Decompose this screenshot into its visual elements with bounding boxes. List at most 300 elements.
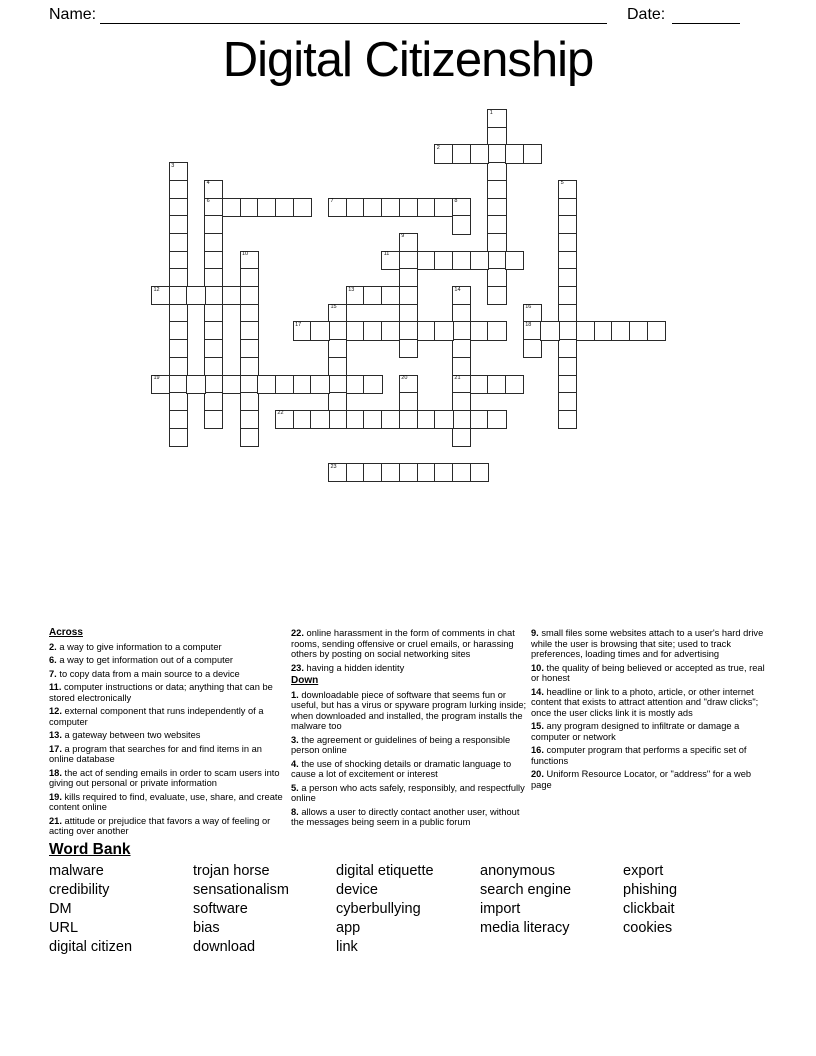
- clue-item: [531, 663, 769, 684]
- cell-number: 10: [242, 251, 249, 258]
- cell-number: 21: [454, 375, 461, 381]
- crossword-cell[interactable]: [346, 321, 365, 340]
- crossword-cell[interactable]: [452, 304, 471, 323]
- crossword-cell[interactable]: [647, 321, 666, 340]
- crossword-cell[interactable]: [240, 198, 259, 217]
- crossword-cell[interactable]: [399, 375, 418, 394]
- clue-item: [291, 690, 529, 732]
- crossword-cell[interactable]: [487, 215, 506, 234]
- word-bank-item: credibility: [49, 882, 110, 898]
- clue-item: [49, 642, 287, 653]
- crossword-cell[interactable]: [240, 357, 259, 376]
- clue-text: a gateway between two websites: [64, 730, 201, 740]
- crossword-cell[interactable]: [204, 180, 223, 199]
- crossword-cell[interactable]: [434, 251, 453, 270]
- crossword-cell[interactable]: [204, 233, 223, 252]
- crossword-cell[interactable]: [452, 375, 471, 394]
- cell-number: 18: [525, 321, 532, 328]
- clue-number: 10.: [531, 662, 544, 673]
- page-title: Digital Citizenship: [222, 33, 594, 87]
- crossword-cell[interactable]: [293, 410, 312, 429]
- clue-text: external component that runs independently of a computer: [49, 706, 264, 727]
- crossword-cell[interactable]: [470, 321, 489, 340]
- clue-item: [49, 682, 287, 703]
- crossword-cell[interactable]: [558, 375, 577, 394]
- crossword-cell[interactable]: [169, 357, 188, 376]
- crossword-cell[interactable]: [346, 198, 365, 217]
- clue-list-header: Across: [49, 627, 83, 638]
- crossword-cell[interactable]: [417, 463, 436, 482]
- clue-number: 15.: [531, 721, 544, 731]
- word-bank-item: app: [336, 920, 361, 936]
- crossword-cell[interactable]: [293, 198, 312, 217]
- crossword-cell[interactable]: [310, 410, 329, 429]
- clue-text: Uniform Resource Locator, or "address" for a web page: [531, 769, 752, 790]
- word-bank-item: DM: [49, 901, 72, 917]
- cell-number: 7: [330, 198, 334, 204]
- crossword-cell[interactable]: [240, 321, 259, 340]
- crossword-cell[interactable]: [399, 268, 418, 287]
- crossword-cell[interactable]: [487, 162, 506, 181]
- crossword-cell[interactable]: [381, 251, 400, 270]
- crossword-cell[interactable]: [346, 286, 365, 305]
- clue-item: [49, 744, 287, 765]
- clue-column: [291, 628, 529, 831]
- clue-number: 16.: [531, 745, 544, 755]
- word-bank-header: Word Bank: [49, 841, 131, 858]
- crossword-cell[interactable]: [558, 357, 577, 376]
- clue-text: the agreement or guidelines of being a responsible person online: [291, 734, 511, 755]
- crossword-cell[interactable]: [434, 321, 453, 340]
- word-bank-item: media literacy: [480, 920, 570, 936]
- crossword-cell[interactable]: [169, 198, 188, 217]
- word-bank-item: sensationalism: [193, 882, 289, 898]
- crossword-cell[interactable]: [399, 233, 418, 252]
- word-bank-item: phishing: [623, 882, 678, 898]
- crossword-cell[interactable]: [558, 286, 577, 305]
- clue-number: 7.: [49, 668, 57, 679]
- crossword-cell[interactable]: [452, 339, 471, 358]
- crossword-cell[interactable]: [452, 463, 471, 482]
- clue-item: [291, 735, 529, 756]
- clue-item: [49, 655, 287, 666]
- crossword-cell[interactable]: [363, 375, 382, 394]
- crossword-grid: [151, 109, 666, 483]
- cell-number: 13: [348, 286, 355, 293]
- word-bank-item: clickbait: [623, 901, 675, 917]
- crossword-cell[interactable]: [169, 304, 188, 323]
- clue-text: to copy data from a main source to a device: [59, 668, 240, 679]
- clue-item: [49, 730, 287, 741]
- word-bank-item: cyberbullying: [336, 901, 421, 917]
- cell-number: 8: [454, 198, 458, 204]
- crossword-cell[interactable]: [470, 410, 489, 429]
- word-bank-item: malware: [49, 863, 104, 879]
- date-label: Date:: [627, 6, 666, 23]
- crossword-cell[interactable]: [399, 198, 418, 217]
- crossword-cell[interactable]: [381, 286, 400, 305]
- crossword-cell[interactable]: [558, 410, 577, 429]
- crossword-cell[interactable]: [452, 392, 471, 411]
- cell-number: 4: [206, 180, 210, 187]
- crossword-cell[interactable]: [487, 127, 506, 146]
- cell-number: 23: [330, 463, 337, 470]
- clue-text: a way to get information out of a computer: [59, 655, 233, 665]
- crossword-cell[interactable]: [169, 339, 188, 358]
- crossword-cell[interactable]: [363, 286, 382, 305]
- crossword-cell[interactable]: [434, 144, 453, 163]
- crossword-cell[interactable]: [169, 286, 188, 305]
- cell-number: 12: [153, 286, 160, 293]
- crossword-cell[interactable]: [487, 321, 506, 340]
- clue-text: downloadable piece of software that seems fun or useful, but has a virus or spyware program lurking inside; when downloaded and installed, the program installs the malware too: [291, 689, 527, 731]
- crossword-cell[interactable]: [452, 286, 471, 305]
- crossword-cell[interactable]: [186, 286, 205, 305]
- crossword-cell[interactable]: [381, 321, 400, 340]
- crossword-cell[interactable]: [576, 321, 595, 340]
- word-bank-column: [623, 862, 677, 938]
- crossword-cell[interactable]: [293, 321, 312, 340]
- clue-text: the use of shocking details or dramatic language to cause a lot of excitement or interest: [291, 758, 512, 779]
- cell-number: 14: [454, 286, 461, 293]
- crossword-cell[interactable]: [505, 375, 524, 394]
- word-bank-item: device: [336, 882, 378, 898]
- date-blank-line[interactable]: [672, 23, 740, 24]
- crossword-cell[interactable]: [558, 321, 577, 340]
- cell-number: 16: [525, 304, 532, 311]
- crossword-cell[interactable]: [558, 339, 577, 358]
- crossword-cell[interactable]: [417, 251, 436, 270]
- crossword-cell[interactable]: [487, 233, 506, 252]
- crossword-cell[interactable]: [487, 251, 506, 270]
- crossword-cell[interactable]: [204, 198, 223, 217]
- crossword-cell[interactable]: [169, 215, 188, 234]
- crossword-cell[interactable]: [328, 410, 347, 429]
- clue-number: 18.: [49, 767, 62, 778]
- crossword-cell[interactable]: [257, 375, 276, 394]
- clue-number: 19.: [49, 791, 62, 802]
- crossword-cell[interactable]: [470, 375, 489, 394]
- clue-number: 20.: [531, 769, 544, 779]
- word-bank-column: [193, 862, 289, 957]
- clue-text: kills required to find, evaluate, use, share, and create content online: [49, 791, 283, 812]
- crossword-cell[interactable]: [399, 339, 418, 358]
- crossword-cell[interactable]: [169, 321, 188, 340]
- crossword-cell[interactable]: [204, 286, 223, 305]
- crossword-cell[interactable]: [328, 198, 347, 217]
- crossword-cell[interactable]: [293, 375, 312, 394]
- crossword-cell[interactable]: [328, 463, 347, 482]
- word-bank-item: digital etiquette: [336, 863, 434, 879]
- word-bank-item: link: [336, 939, 358, 955]
- crossword-cell[interactable]: [470, 251, 489, 270]
- crossword-cell[interactable]: [523, 144, 542, 163]
- clue-item: [291, 628, 529, 660]
- clue-text: small files some websites attach to a user's hard drive while the user is browsing that site; used to track preferences, loading times and for advertising: [531, 628, 764, 659]
- clue-number: 17.: [49, 743, 62, 754]
- crossword-cell[interactable]: [346, 463, 365, 482]
- crossword-cell[interactable]: [487, 268, 506, 287]
- crossword-cell[interactable]: [240, 428, 259, 447]
- crossword-cell[interactable]: [186, 375, 205, 394]
- crossword-cell[interactable]: [381, 198, 400, 217]
- word-bank-item: import: [480, 901, 521, 917]
- crossword-cell[interactable]: [558, 198, 577, 217]
- crossword-cell[interactable]: [169, 180, 188, 199]
- crossword-cell[interactable]: [434, 198, 453, 217]
- cell-number: 20: [401, 375, 408, 381]
- clue-item: [291, 663, 529, 674]
- crossword-cell[interactable]: [487, 286, 506, 305]
- crossword-cell[interactable]: [558, 392, 577, 411]
- crossword-cell[interactable]: [611, 321, 630, 340]
- crossword-cell[interactable]: [169, 233, 188, 252]
- crossword-cell[interactable]: [275, 198, 294, 217]
- crossword-cell[interactable]: [169, 392, 188, 411]
- crossword-cell[interactable]: [381, 463, 400, 482]
- crossword-cell[interactable]: [399, 321, 418, 340]
- clue-number: 8.: [291, 806, 299, 817]
- crossword-cell[interactable]: [240, 286, 259, 305]
- word-bank-column: [480, 862, 571, 938]
- cell-number: 15: [330, 304, 337, 311]
- crossword-cell[interactable]: [399, 392, 418, 411]
- crossword-cell[interactable]: [558, 251, 577, 270]
- crossword-cell[interactable]: [169, 162, 188, 181]
- crossword-cell[interactable]: [452, 198, 471, 217]
- clue-text: attitude or prejudice that favors a way of feeling or acting over another: [49, 815, 271, 836]
- crossword-cell[interactable]: [328, 339, 347, 358]
- crossword-cell[interactable]: [505, 144, 524, 163]
- clue-item: [291, 807, 529, 828]
- clue-number: 4.: [291, 758, 299, 769]
- crossword-cell[interactable]: [558, 215, 577, 234]
- crossword-cell[interactable]: [310, 321, 329, 340]
- crossword-cell[interactable]: [204, 392, 223, 411]
- crossword-cell[interactable]: [470, 463, 489, 482]
- clue-item: [291, 759, 529, 780]
- crossword-cell[interactable]: [275, 375, 294, 394]
- clue-text: any program designed to infiltrate or damage a computer or network: [531, 721, 740, 742]
- crossword-cell[interactable]: [204, 251, 223, 270]
- crossword-cell[interactable]: [399, 463, 418, 482]
- crossword-cell[interactable]: [363, 321, 382, 340]
- word-bank-item: URL: [49, 920, 79, 936]
- crossword-cell[interactable]: [434, 410, 453, 429]
- crossword-cell[interactable]: [452, 215, 471, 234]
- crossword-cell[interactable]: [523, 339, 542, 358]
- crossword-cell[interactable]: [452, 357, 471, 376]
- clue-text: the act of sending emails in order to scam users into giving out personal or private information: [49, 767, 280, 788]
- clue-item: [531, 721, 769, 742]
- crossword-cell[interactable]: [399, 286, 418, 305]
- crossword-cell[interactable]: [487, 144, 506, 163]
- crossword-cell[interactable]: [363, 463, 382, 482]
- crossword-cell[interactable]: [240, 410, 259, 429]
- word-bank-item: digital citizen: [49, 939, 133, 955]
- clue-number: 22.: [291, 628, 304, 638]
- crossword-cell[interactable]: [169, 410, 188, 429]
- crossword-cell[interactable]: [399, 304, 418, 323]
- cell-number: 3: [171, 162, 175, 169]
- clue-number: 2.: [49, 641, 57, 652]
- crossword-cell[interactable]: [204, 304, 223, 323]
- crossword-cell[interactable]: [558, 268, 577, 287]
- crossword-cell[interactable]: [346, 410, 365, 429]
- crossword-cell[interactable]: [169, 251, 188, 270]
- crossword-cell[interactable]: [204, 410, 223, 429]
- crossword-cell[interactable]: [417, 198, 436, 217]
- crossword-cell[interactable]: [204, 357, 223, 376]
- clue-number: 5.: [291, 782, 299, 793]
- clue-number: 6.: [49, 655, 57, 665]
- crossword-cell[interactable]: [169, 375, 188, 394]
- crossword-cell[interactable]: [151, 286, 170, 305]
- word-bank-item: software: [193, 901, 248, 917]
- crossword-cell[interactable]: [257, 198, 276, 217]
- clue-number: 23.: [291, 662, 304, 673]
- crossword-cell[interactable]: [487, 410, 506, 429]
- clue-list-header: Down: [291, 675, 319, 686]
- crossword-cell[interactable]: [204, 339, 223, 358]
- crossword-cell[interactable]: [240, 251, 259, 270]
- crossword-cell[interactable]: [505, 251, 524, 270]
- crossword-cell[interactable]: [328, 375, 347, 394]
- crossword-cell[interactable]: [434, 463, 453, 482]
- clue-number: 3.: [291, 734, 299, 745]
- crossword-cell[interactable]: [452, 251, 471, 270]
- crossword-cell[interactable]: [328, 304, 347, 323]
- clue-column: [531, 628, 769, 793]
- clue-item: [531, 687, 769, 719]
- word-bank-item: export: [623, 863, 664, 879]
- crossword-cell[interactable]: [169, 428, 188, 447]
- clue-item: [49, 706, 287, 727]
- crossword-cell[interactable]: [558, 233, 577, 252]
- crossword-cell[interactable]: [452, 144, 471, 163]
- clue-number: 21.: [49, 815, 62, 826]
- cell-number: 2: [436, 144, 440, 151]
- word-bank-item: trojan horse: [193, 863, 270, 879]
- clue-text: a person who acts safely, responsibly, and respectfully online: [291, 782, 525, 803]
- crossword-cell[interactable]: [363, 410, 382, 429]
- word-bank-item: anonymous: [480, 863, 555, 879]
- cell-number: 22: [277, 410, 284, 417]
- cell-number: 1: [489, 109, 493, 116]
- clue-item: [49, 768, 287, 789]
- crossword-cell[interactable]: [222, 198, 241, 217]
- crossword-cell[interactable]: [204, 375, 223, 394]
- crossword-cell[interactable]: [240, 339, 259, 358]
- crossword-cell[interactable]: [452, 321, 471, 340]
- clue-item: [49, 669, 287, 680]
- clue-number: 14.: [531, 686, 544, 697]
- clue-number: 12.: [49, 706, 62, 716]
- clue-column: [49, 628, 287, 840]
- crossword-cell[interactable]: [169, 268, 188, 287]
- clue-text: allows a user to directly contact another user, without the messages being seem in a public forum: [291, 806, 520, 827]
- crossword-cell[interactable]: [275, 410, 294, 429]
- crossword-cell[interactable]: [381, 410, 400, 429]
- crossword-cell[interactable]: [328, 392, 347, 411]
- name-blank-line[interactable]: [100, 23, 607, 24]
- clue-text: online harassment in the form of comments in chat rooms, sending offensive or cruel emails, or harassing others by posting on social networking sites: [291, 628, 515, 659]
- word-bank-item: bias: [193, 920, 220, 936]
- crossword-cell[interactable]: [558, 304, 577, 323]
- crossword-cell[interactable]: [399, 251, 418, 270]
- clue-item: [49, 792, 287, 813]
- clue-item: [531, 628, 769, 660]
- crossword-cell[interactable]: [240, 304, 259, 323]
- crossword-cell[interactable]: [470, 144, 489, 163]
- crossword-cell[interactable]: [346, 375, 365, 394]
- crossword-cell[interactable]: [629, 321, 648, 340]
- crossword-cell[interactable]: [487, 109, 506, 128]
- clue-text: headline or link to a photo, article, or other internet content that exists to attract attention and "draw clicks"; once the user clicks link it is mostly ads: [531, 686, 759, 718]
- word-bank-column: [336, 862, 434, 957]
- crossword-cell[interactable]: [310, 375, 329, 394]
- clue-item: [49, 816, 287, 837]
- word-bank-item: download: [193, 939, 256, 955]
- word-bank-item: cookies: [623, 920, 673, 936]
- crossword-cell[interactable]: [222, 286, 241, 305]
- crossword-cell[interactable]: [204, 268, 223, 287]
- crossword-cell[interactable]: [240, 392, 259, 411]
- cell-number: 17: [295, 321, 302, 328]
- cell-number: 19: [153, 375, 160, 381]
- crossword-cell[interactable]: [540, 321, 559, 340]
- cell-number: 6: [206, 198, 210, 204]
- crossword-cell[interactable]: [328, 321, 347, 340]
- crossword-cell[interactable]: [328, 357, 347, 376]
- crossword-cell[interactable]: [204, 215, 223, 234]
- word-bank-column: [49, 862, 132, 957]
- crossword-cell[interactable]: [523, 321, 542, 340]
- crossword-cell[interactable]: [558, 180, 577, 199]
- crossword-cell[interactable]: [399, 410, 418, 429]
- crossword-cell[interactable]: [222, 375, 241, 394]
- word-bank-item: search engine: [480, 882, 572, 898]
- crossword-cell[interactable]: [523, 304, 542, 323]
- crossword-cell[interactable]: [594, 321, 613, 340]
- clue-text: the quality of being believed or accepted as true, real or honest: [531, 662, 765, 683]
- cell-number: 11: [383, 251, 390, 258]
- crossword-cell[interactable]: [417, 410, 436, 429]
- clue-text: computer program that performs a specific set of functions: [531, 745, 747, 766]
- crossword-cell[interactable]: [417, 321, 436, 340]
- clue-number: 13.: [49, 730, 62, 740]
- crossword-cell[interactable]: [487, 375, 506, 394]
- crossword-cell[interactable]: [240, 268, 259, 287]
- name-label: Name:: [49, 6, 97, 23]
- clue-number: 1.: [291, 689, 299, 700]
- clue-item: [531, 745, 769, 766]
- clue-item: [291, 783, 529, 804]
- clue-item: [531, 769, 769, 790]
- clue-number: 9.: [531, 628, 539, 638]
- clue-text: having a hidden identity: [306, 662, 405, 673]
- crossword-cell[interactable]: [452, 428, 471, 447]
- clue-text: computer instructions or data; anything that can be stored electronically: [49, 682, 273, 703]
- crossword-cell[interactable]: [487, 198, 506, 217]
- crossword-cell[interactable]: [240, 375, 259, 394]
- crossword-cell[interactable]: [363, 198, 382, 217]
- clue-number: 11.: [49, 682, 62, 692]
- crossword-cell[interactable]: [487, 180, 506, 199]
- crossword-cell[interactable]: [204, 321, 223, 340]
- crossword-cell[interactable]: [151, 375, 170, 394]
- crossword-cell[interactable]: [452, 410, 471, 429]
